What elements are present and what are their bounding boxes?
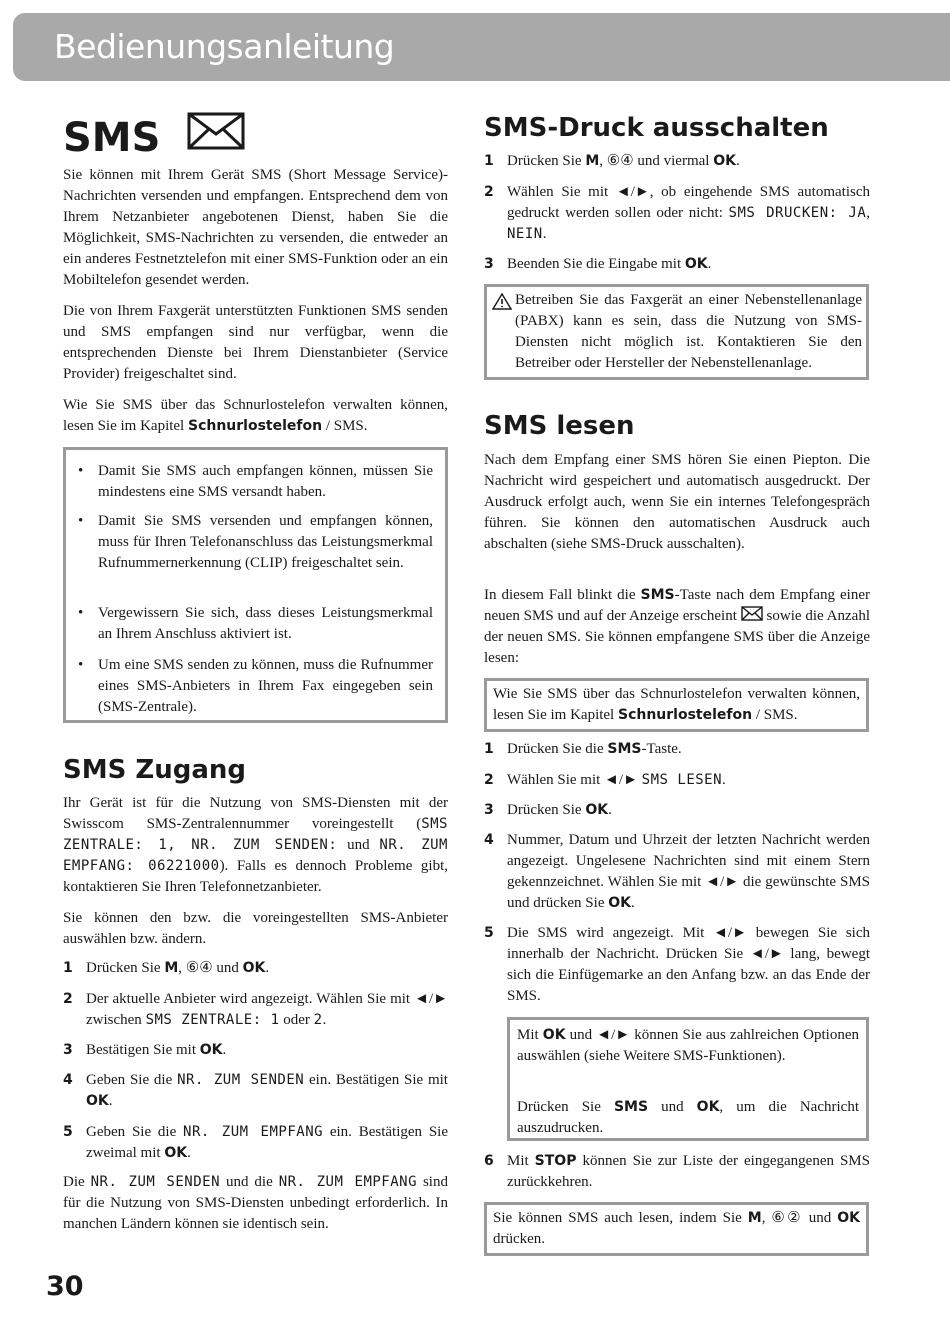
warning-icon bbox=[492, 293, 512, 310]
warning-text: Betreiben Sie das Faxgerät an einer Nebenstellenanlage (PABX) kann es sein, dass die Nutzung von SMS-Diensten nicht möglich ist. Kontaktieren Sie den Betreiber oder Hersteller der Nebenstellenanlage. bbox=[515, 292, 862, 371]
chapter-link: Schnurlostelefon bbox=[187, 418, 323, 434]
intro-paragraph-2: Die von Ihrem Faxgerät unterstützten Funktionen SMS senden und SMS empfangen sind nur verfügbar, wenn die entsprechenden Dienste bei Ihrem Dienstanbieter (Service Provider) freigeschaltet sind. bbox=[63, 303, 448, 382]
zugang-paragraph-2: Sie können den bzw. die voreingestellten SMS-Anbieter auswählen bzw. ändern. bbox=[63, 910, 448, 947]
zugang-title: SMS Zugang bbox=[63, 755, 247, 785]
zugang-paragraph-1: Ihr Gerät ist für die Nutzung von SMS-Diensten mit der Swisscom SMS-Zentralennummer voreingestellt (SMS ZENTRALE: 1, NR. ZUM SENDEN: und NR. ZUM EMPFANG: 06221000). Falls es dennoch Probleme gibt, kontaktieren Sie Ihren Telefonnetzanbieter. bbox=[63, 795, 448, 895]
note-box-cordless bbox=[484, 678, 869, 732]
note-text: Wie Sie SMS über das Schnurlostelefon verwalten können, lesen Sie im Kapitel Schnurlostelefon / SMS. bbox=[493, 686, 860, 723]
chapter-link: Schnurlostelefon bbox=[617, 707, 753, 723]
intro-paragraph-3: Wie Sie SMS über das Schnurlostelefon verwalten können, lesen Sie im Kapitel Schnurlostelefon / SMS. bbox=[63, 397, 448, 434]
sms-title: SMS bbox=[63, 115, 161, 161]
note-box-options bbox=[507, 1017, 869, 1141]
page-number: 30 bbox=[46, 1271, 84, 1302]
requirements-box: • Damit Sie SMS auch empfangen können, müssen Sie mindestens eine SMS versandt haben. • Damit Sie SMS versenden und empfangen können, muss für Ihren Telefonanschluss das Leistungsmerkmal Rufnummernerkennung (CLIP) freigeschaltet sein. • Vergewissern Sie sich, dass dieses Leistungsmerkmal an Ihrem Anschluss aktiviert ist. • Um eine SMS senden zu können, muss die Rufnummer eines SMS-Anbieters in Ihrem Fax eingegeben sein (SMS-Zentrale). bbox=[63, 447, 448, 723]
note-shortcut-text: Sie können SMS auch lesen, indem Sie M, ⑥② und OK drücken. bbox=[493, 1210, 860, 1247]
zugang-final-paragraph: Die NR. ZUM SENDEN und die NR. ZUM EMPFANG sind für die Nutzung von SMS-Diensten unbedingt erforderlich. In manchen Ländern können sie identisch sein. bbox=[63, 1174, 448, 1232]
note-print-text: Drücken Sie SMS und OK, um die Nachricht auszudrucken. bbox=[517, 1099, 859, 1136]
envelope-icon bbox=[187, 112, 245, 150]
note-box-shortcut bbox=[484, 1202, 869, 1256]
header-title: Bedienungsanleitung bbox=[54, 27, 395, 66]
note-options-text: Mit OK und ◄/► können Sie aus zahlreichen Optionen auswählen (siehe Weitere SMS-Funktionen). bbox=[517, 1027, 859, 1064]
druck-title: SMS-Druck ausschalten bbox=[484, 113, 829, 143]
envelope-icon bbox=[741, 606, 763, 621]
warning-box bbox=[484, 284, 869, 380]
lesen-paragraph-2: In diesem Fall blinkt die SMS-Taste nach dem Empfang einer neuen SMS und auf der Anzeige erscheint sowie die Anzahl der neuen SMS. Sie können empfangene SMS über die Anzeige lesen: bbox=[484, 587, 871, 666]
intro-paragraph-1: Sie können mit Ihrem Gerät SMS (Short Message Service)-Nachrichten versenden und empfangen. Entsprechend dem von Ihrem Netzanbieter angebotenen Dienst, haben Sie die Möglichkeit, SMS-Nachrichten zu versenden, die entweder an ein anderes Festnetztelefon mit einer SMS-Funktion oder an ein Mobiltelefon gesendet werden. bbox=[63, 167, 448, 288]
page-header bbox=[13, 13, 950, 81]
lesen-paragraph-1: Nach dem Empfang einer SMS hören Sie einen Piepton. Die Nachricht wird gespeichert und automatisch ausgedruckt. Der Ausdruck erfolgt auch, wenn Sie ein internes Telefongespräch führen. Sie können den automatischen Ausdruck auch abschalten (siehe SMS-Druck ausschalten). bbox=[484, 452, 870, 552]
lesen-title: SMS lesen bbox=[484, 411, 635, 441]
